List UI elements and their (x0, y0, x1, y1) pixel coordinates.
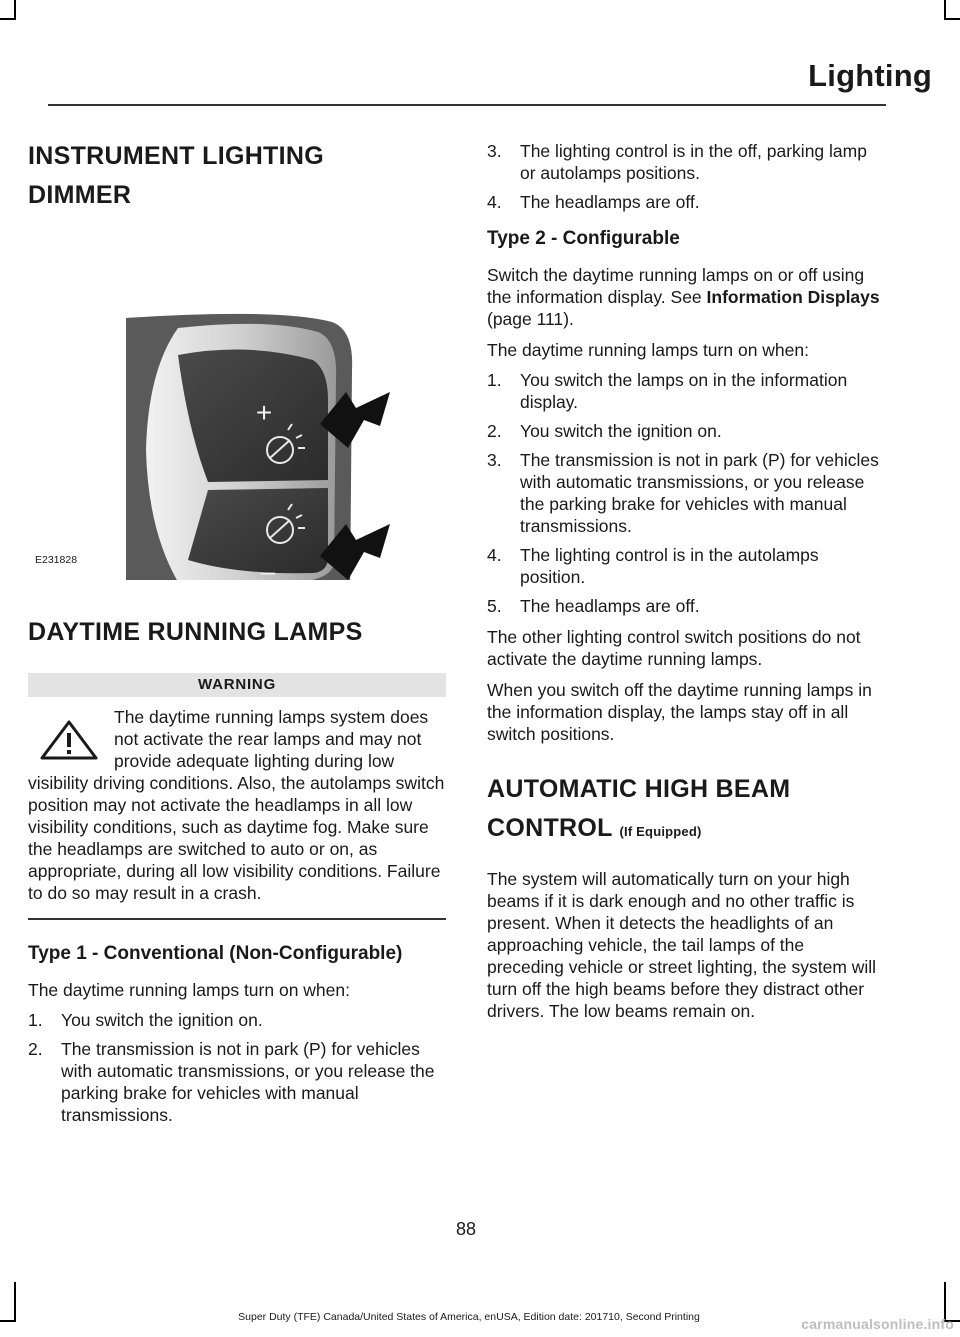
figure-id: E231828 (35, 554, 78, 566)
warning-box (28, 673, 446, 920)
type1-list (28, 1009, 446, 1126)
type2-intro: The daytime running lamps turn on when: (487, 340, 809, 360)
list-item (487, 369, 882, 413)
list-number: 1. (487, 370, 502, 390)
type2-text: Switch the daytime running lamps on or off using the information display. See (487, 265, 865, 307)
information-displays-link[interactable]: Information Displays (706, 287, 880, 307)
type2-list (487, 369, 882, 617)
page-number: 88 (455, 1219, 477, 1239)
switch-off-paragraph: When you switch off the daytime running lamps in the information display, the lamps stay off in all switch positions. (487, 680, 872, 744)
warning-divider (28, 918, 446, 920)
type1-intro: The daytime running lamps turn on when: (28, 979, 350, 1000)
list-text: The lighting control is in the autolamps position. (520, 545, 819, 587)
list-text: The lighting control is in the off, parking lamp or autolamps positions. (520, 141, 867, 183)
list-number: 2. (487, 421, 502, 441)
list-item (28, 1009, 446, 1031)
instrument-lighting-dimmer-heading (28, 140, 446, 212)
list-text: The headlamps are off. (520, 192, 700, 212)
heading-line-1: INSTRUMENT LIGHTING (28, 142, 324, 170)
list-item (487, 140, 882, 184)
warning-text: The daytime running lamps system does not activate the rear lamps and may not provide adequate lighting during low visibility driving conditions. Also, the autolamps switch position may not activate the headlamps in all low visibility conditions, such as daytime fog. Make sure the headlamps are switched to auto or on, as appropriate, during all low visibility conditions. Failure to do so may result in a crash. (28, 707, 445, 903)
crop-mark (14, 0, 16, 18)
warning-label: WARNING (28, 673, 446, 697)
other-positions-paragraph: The other lighting control switch positions do not activate the daytime running lamps. (487, 627, 861, 669)
dimmer-switch-figure (28, 230, 446, 580)
plus-symbol: + (255, 397, 273, 428)
list-number: 4. (487, 545, 502, 565)
list-item (487, 449, 882, 537)
list-item (487, 191, 882, 213)
daytime-running-lamps-heading: DAYTIME RUNNING LAMPS (28, 618, 363, 646)
list-item (487, 420, 882, 442)
list-number: 1. (28, 1009, 43, 1030)
if-equipped-note: (If Equipped) (619, 824, 702, 839)
crop-mark (944, 0, 946, 18)
list-text: The transmission is not in park (P) for vehicles with automatic transmissions, or you release the parking brake for vehicles with manual transmissions. (520, 450, 879, 536)
list-text: You switch the ignition on. (61, 1009, 263, 1030)
heading-line-2: CONTROL (487, 814, 613, 842)
list-text: The headlamps are off. (520, 596, 700, 616)
automatic-high-beam-paragraph: The system will automatically turn on your high beams if it is dark enough and no other traffic is present. When it detects the headlights of an approaching vehicle, the tail lamps of the preceding vehicle or street lighting, the system will turn off the high beams before they distract other drivers. The low beams remain on. (487, 869, 877, 1021)
list-item (487, 595, 882, 617)
list-number: 2. (28, 1038, 43, 1059)
header-divider (48, 104, 886, 106)
list-text: You switch the lamps on in the information display. (520, 370, 848, 412)
heading-line-1: AUTOMATIC HIGH BEAM (487, 775, 791, 803)
page-reference: (page 111). (487, 309, 574, 329)
page-section-title: Lighting (808, 58, 932, 93)
crop-mark (0, 18, 16, 20)
minus-symbol: – (260, 556, 276, 580)
type1-list-continued (487, 140, 882, 213)
dimmer-switch-illustration (28, 230, 446, 580)
watermark: carmanualsonline.info (801, 1316, 954, 1332)
edition-info: Super Duty (TFE) Canada/United States of America, enUSA, Edition date: 201710, Second Printing (238, 1311, 700, 1323)
list-text: You switch the ignition on. (520, 421, 722, 441)
type2-paragraph (487, 264, 882, 330)
list-number: 5. (487, 596, 502, 616)
heading-line-2: DIMMER (28, 181, 132, 209)
list-number: 4. (487, 192, 502, 212)
list-text: The transmission is not in park (P) for vehicles with automatic transmissions, or you release the parking brake for vehicles with manual transmissions. (61, 1038, 435, 1125)
list-item (28, 1038, 446, 1126)
type2-heading: Type 2 - Configurable (487, 228, 680, 249)
warning-body (28, 697, 446, 904)
type1-heading: Type 1 - Conventional (Non-Configurable) (28, 942, 403, 964)
list-item (487, 544, 882, 588)
list-number: 3. (487, 141, 502, 161)
automatic-high-beam-heading (487, 773, 882, 848)
list-number: 3. (487, 450, 502, 470)
crop-mark (944, 18, 960, 20)
warning-triangle-icon (40, 720, 98, 760)
left-column (28, 140, 446, 1133)
right-column (487, 140, 882, 1022)
